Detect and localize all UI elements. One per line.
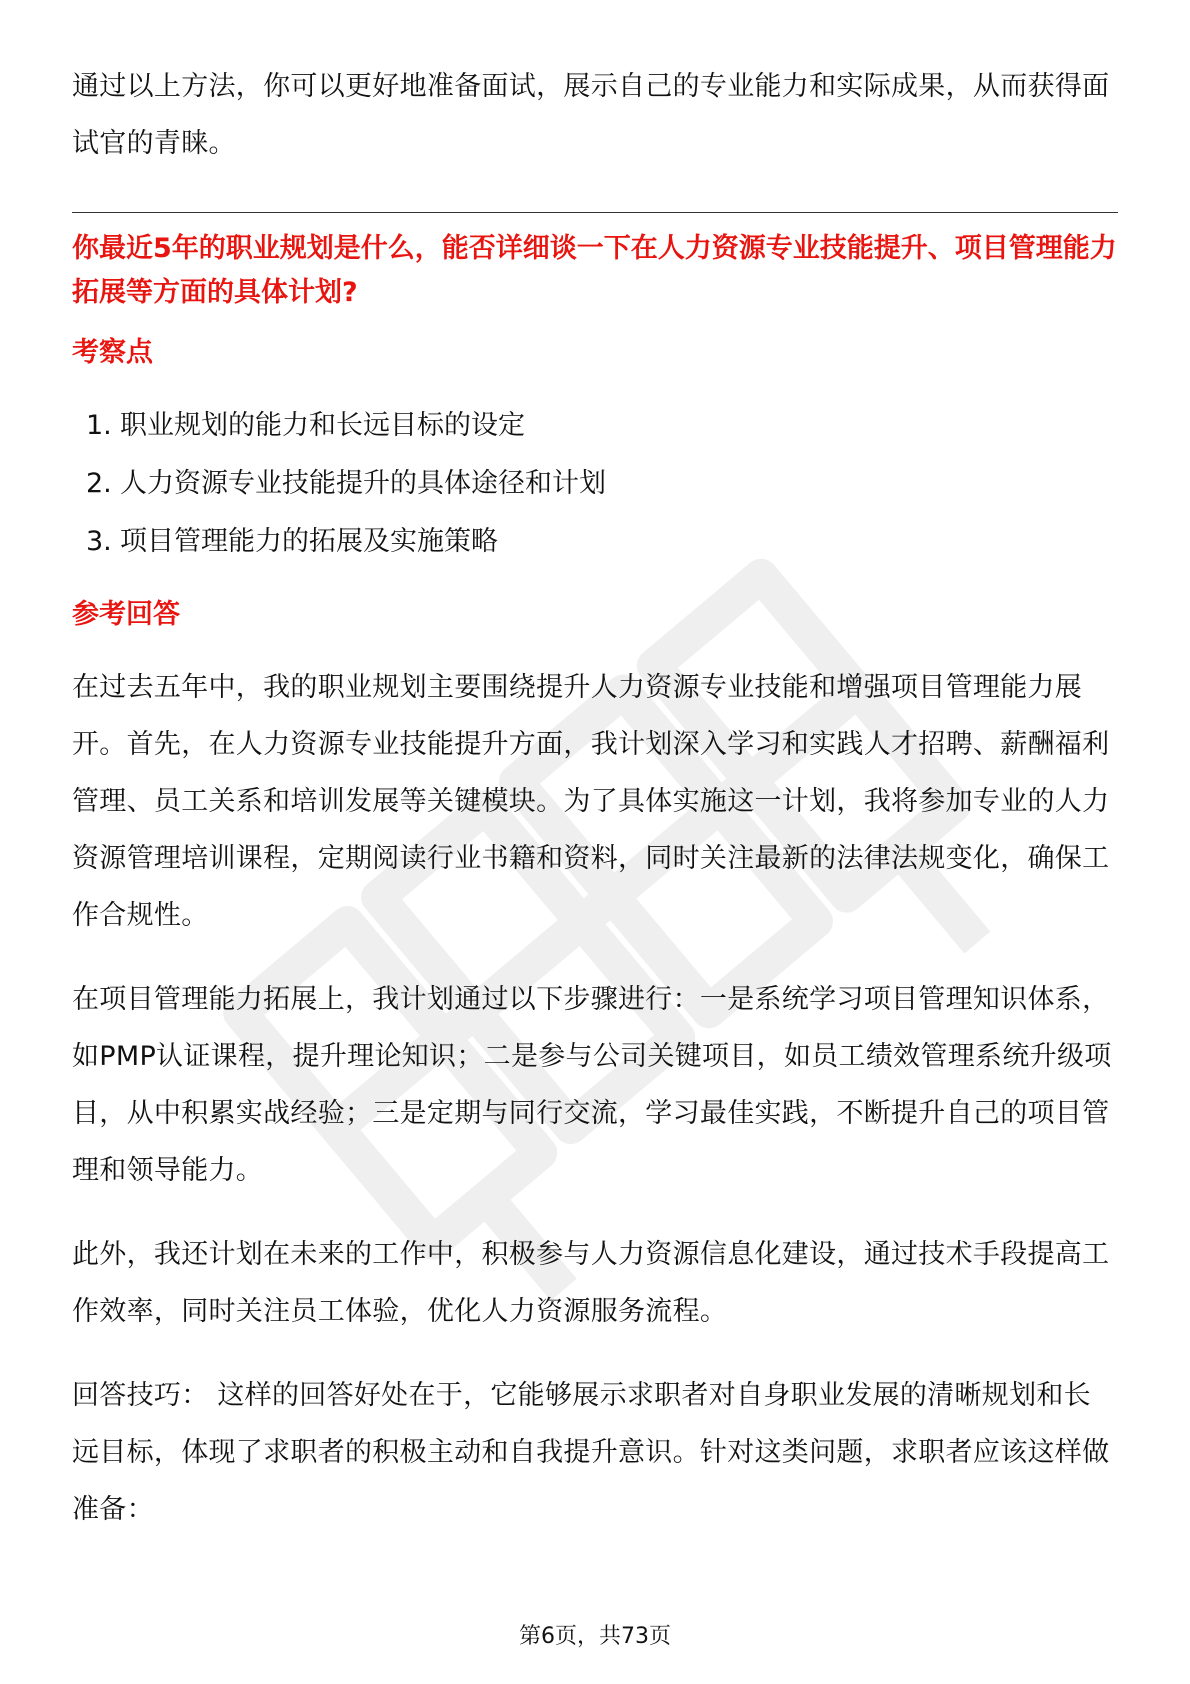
list-item-number: 3. [86,526,112,557]
list-item-text: 项目管理能力的拓展及实施策略 [120,526,498,557]
list-item-text: 人力资源专业技能提升的具体途径和计划 [120,468,606,499]
list-item-number: 2. [86,468,112,499]
question-title: 你最近5年的职业规划是什么，能否详细谈一下在人力资源专业技能提升、项目管理能力拓展等方面的具体计划? [72,233,1117,308]
page-footer: 第6页，共73页 [519,1624,671,1649]
list-item [72,455,1118,513]
answer-heading: 参考回答 [72,599,180,630]
main-content [72,58,1118,1565]
answer-tips-paragraph: 回答技巧： 这样的回答好处在于，它能够展示求职者对自身职业发展的清晰规划和长远目标，体现了求职者的积极主动和自我提升意识。针对这类问题，求职者应该这样做准备： [72,1380,1110,1525]
section-divider [72,212,1118,213]
answer-paragraph: 在过去五年中，我的职业规划主要围绕提升人力资源专业技能和增强项目管理能力展开。首先，在人力资源专业技能提升方面，我计划深入学习和实践人才招聘、薪酬福利管理、员工关系和培训发展等关键模块。为了具体实施这一计划，我将参加专业的人力资源管理培训课程，定期阅读行业书籍和资料，同时关注最新的法律法规变化，确保工作合规性。 [72,672,1110,931]
exam-points-heading: 考察点 [72,337,153,368]
list-item-number: 1. [86,410,112,441]
answer-paragraph: 此外，我还计划在未来的工作中，积极参与人力资源信息化建设，通过技术手段提高工作效率，同时关注员工体验，优化人力资源服务流程。 [72,1239,1110,1327]
intro-paragraph: 通过以上方法，你可以更好地准备面试，展示自己的专业能力和实际成果，从而获得面试官的青睐。 [72,71,1110,159]
list-item-text: 职业规划的能力和长远目标的设定 [120,410,525,441]
answer-paragraph: 在项目管理能力拓展上，我计划通过以下步骤进行：一是系统学习项目管理知识体系，如PMP认证课程，提升理论知识；二是参与公司关键项目，如员工绩效管理系统升级项目，从中积累实战经验；三是定期与同行交流，学习最佳实践，不断提升自己的项目管理和领导能力。 [72,984,1112,1186]
list-item [72,397,1118,455]
list-item [72,513,1118,571]
exam-points-list [72,397,1118,571]
